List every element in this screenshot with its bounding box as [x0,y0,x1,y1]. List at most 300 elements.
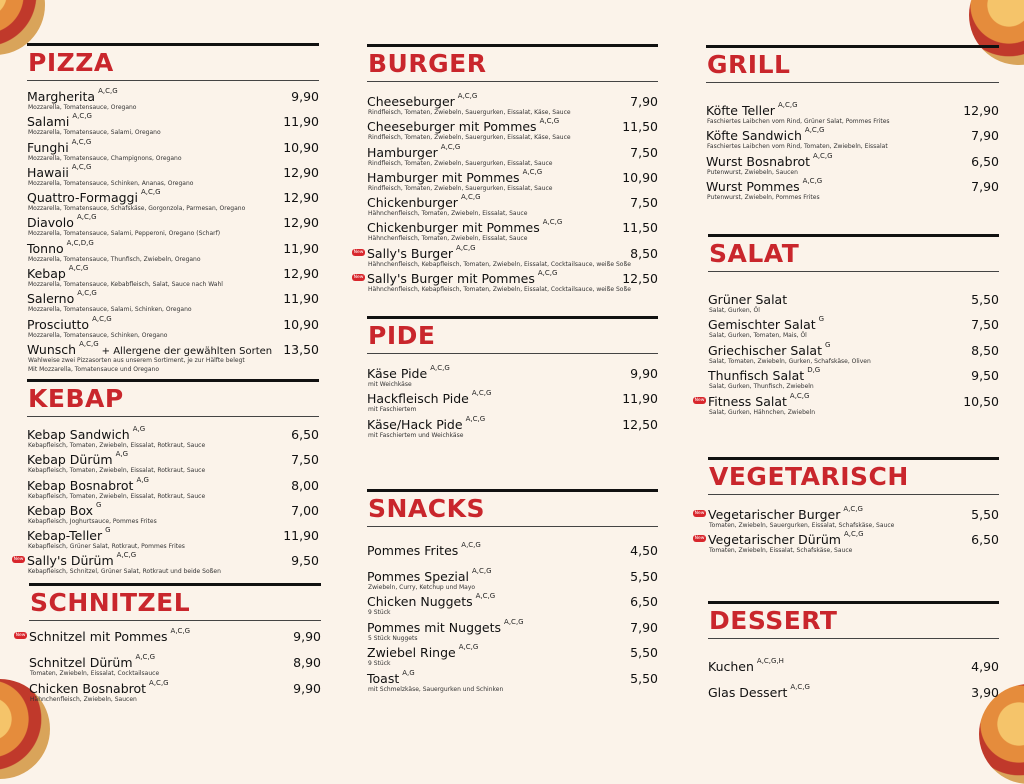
item-name [367,594,495,609]
menu-item [708,683,999,709]
item-price: 11,90 [283,240,319,256]
menu-item [27,239,319,264]
item-name-text: Diavolo [27,215,74,231]
item-name-text: Toast [367,670,400,686]
item-price: 10,90 [622,169,658,185]
section-vegetarisch [694,457,999,556]
item-name-text: Kuchen [708,659,754,674]
item-price: 6,50 [971,153,999,169]
menu-item [27,501,319,526]
item-price: 12,90 [283,190,319,206]
section-dessert [708,601,999,709]
item-name [367,645,478,660]
allergen-codes: A,C,G [68,264,89,273]
allergen-codes: A,C,G [456,243,476,252]
allergen-codes: A,C,G [76,213,97,222]
section-header [706,45,999,83]
item-name-text: Köfte Sandwich [706,128,802,144]
item-price: 12,50 [622,271,658,287]
allergen-codes: A,C,G [77,289,97,298]
item-price: 7,90 [971,128,999,144]
section-header [27,43,319,81]
menu-item [367,218,658,243]
section-header [708,457,999,495]
item-name-text: Kebap Box [27,502,94,518]
allergen-codes: A,C,G [802,176,823,185]
section-title: GRILL [707,50,791,79]
menu-item [706,152,999,177]
menu-item [367,669,658,695]
item-description: Mozzarella, Tomatensauce, Oregano [28,104,137,111]
item-name [27,266,88,281]
section-pide [367,316,658,440]
menu-item [367,193,658,218]
item-description: Mozzarella, Tomatensauce, Salami, Oregano [28,129,161,137]
item-price: 5,50 [630,670,658,686]
item-name [27,162,92,180]
item-description: Putenwurst, Zwiebeln, Pommes Frites [707,193,820,201]
item-description: 9 Stück [368,660,391,668]
item-name [706,128,824,143]
item-description: Mozzarella, Tomatensauce, Salami, Pepperoni, Oregano (Scharf) [28,230,221,238]
allergen-codes: G [818,315,825,324]
item-description: Hähnchenfleisch, Zwiebeln, Saucen [30,696,137,703]
item-description: Tomaten, Zwiebeln, Eissalat, Schafskäse, Sauce [709,547,853,555]
item-price: 11,50 [622,220,658,236]
item-name-text: Wurst Pommes [706,178,800,194]
item-price: 7,90 [630,94,658,109]
item-name [708,532,864,547]
menu-item [367,364,658,389]
item-price: 12,90 [283,215,319,231]
item-name [27,215,97,230]
item-name-text: Sally's Burger [367,245,454,261]
allergen-codes: A,C,G [430,364,450,372]
item-price: 7,00 [291,502,319,518]
menu-item [367,643,658,669]
menu-item [13,551,319,576]
section-header [708,601,999,639]
item-name-text: Pommes Frites [367,543,459,558]
menu-item [29,679,321,705]
item-name-text: Hamburger mit Pommes [367,169,520,185]
section-grill [706,45,999,202]
section-kebap [13,379,319,577]
item-name [27,137,92,155]
section-title: SALAT [709,239,800,268]
new-badge: New [694,511,705,516]
item-name [29,681,169,696]
item-price: 5,50 [630,568,658,584]
item-price: 11,90 [283,528,319,544]
allergen-codes: A,C,G,H [756,657,784,665]
item-description: mit Weichkäse [368,381,412,388]
section-title: BURGER [368,49,487,78]
allergen-codes: A,C,G [440,142,461,151]
allergen-codes: A,G [132,425,146,433]
item-name [708,507,863,522]
menu-item [367,618,658,644]
allergen-codes: A,C,G [804,126,825,135]
section-header [367,316,658,354]
item-name [27,528,111,543]
item-price: 7,90 [630,619,658,635]
menu-item [367,168,658,193]
item-description: Putenwurst, Zwiebeln, Saucen [707,168,798,176]
item-description: Mozzarella, Tomatensauce, Kebabfleisch, Salat, Sauce nach Wahl [28,281,223,289]
menu-item [708,315,999,340]
item-description: Mozzarella, Tomatensauce, Schafskäse, Gorgonzola, Parmesan, Oregano [28,205,246,213]
item-name-text: Glas Dessert [708,685,788,700]
menu-item [15,627,321,653]
menu-list [708,657,999,709]
menu-item [706,101,999,126]
section-header [29,583,321,621]
new-badge: New [13,557,24,563]
allergen-codes: A,C,G [472,566,492,575]
allergen-codes: A,C,G [813,151,833,160]
item-description: Tomaten, Zwiebeln, Sauergurken, Eissalat, Schafskäse, Sauce [709,522,895,529]
item-price: 8,90 [293,655,321,670]
allergen-codes: A,C,G [475,592,496,601]
allergen-codes: A,C,G [135,653,156,661]
item-name-text: Sally's Dürüm [27,553,114,569]
allergen-codes: A,C,G [777,101,798,109]
item-name-text: Pommes Spezial [367,568,469,584]
item-price: 6,50 [971,532,999,548]
item-price: 7,90 [971,178,999,194]
item-name-text: Thunfisch Salat [708,368,805,384]
menu-item [708,366,999,391]
item-price: 9,90 [293,629,321,644]
item-description: mit Faschiertem und Weichkäse [368,431,464,439]
new-badge: New [694,397,705,403]
item-name [367,543,481,558]
item-description: Mozzarella, Tomatensauce, Schinken, Oregano [28,331,168,339]
menu-item [27,87,319,112]
item-name [706,103,798,118]
allergen-codes: A,C,G [539,117,560,126]
item-description: Rindfleisch, Tomaten, Zwiebeln, Sauergurken, Eissalat, Käse, Sauce [368,109,571,116]
item-description: Zwiebeln, Curry, Ketchup und Mayo [368,583,476,591]
allergen-codes: A,C,G [465,414,486,423]
item-price: 12,90 [283,266,319,282]
new-badge: New [353,275,364,281]
allergen-codes: A,C,G [72,112,92,121]
item-name-text: Zwiebel Ringe [367,645,456,661]
menu-list [13,425,319,577]
item-description: Kebapfleisch, Joghurtsauce, Pommes Frites [28,517,157,525]
item-description: Rindfleisch, Tomaten, Zwiebeln, Sauergurken, Eissalat, Sauce [368,159,553,167]
section-title: SNACKS [368,494,486,523]
item-price: 6,50 [630,594,658,610]
item-description: Faschiertes Laibchen vom Rind, Grüner Salat, Pommes Frites [707,118,890,125]
item-price: 9,50 [971,368,999,384]
item-description: Hähnchenfleisch, Kebapfleisch, Tomaten, Zwiebeln, Eissalat, Cocktailsauce, weiße Soße [368,260,631,268]
item-name [27,500,102,518]
menu-item [367,389,658,414]
item-description: Rindfleisch, Tomaten, Zwiebeln, Sauergurken, Eissalat, Sauce [368,184,553,192]
item-name [708,292,787,307]
item-name-text: Quattro-Formaggi [27,190,138,206]
allergen-codes: A,C,G [140,188,161,197]
menu-item [353,243,658,269]
item-description: Kebapfleisch, Grüner Salat, Rotkraut, Pommes Frites [28,543,185,551]
item-description: Kebapfleisch, Tomaten, Zwiebeln, Eissalat, Rotkraut, Sauce [28,442,206,449]
allergen-codes: A,G [136,475,149,484]
item-name-text: Cheeseburger [367,94,455,109]
allergen-codes: A,C,G [790,683,810,691]
item-description: mit Schmelzkäse, Sauergurken und Schinken [368,685,504,693]
item-description: Salat, Tomaten, Zwiebeln, Gurken, Schafskäse, Oliven [709,357,871,365]
item-description: 9 Stück [368,609,391,617]
item-name-text: Vegetarischer Dürüm [708,532,841,548]
item-name-text: Köfte Teller [706,103,775,118]
item-name [27,190,161,205]
menu-list [367,364,658,440]
allergen-codes: A,C,G [504,617,524,626]
item-name [27,452,128,467]
item-name-text: Chickenburger [367,195,458,211]
allergen-codes: A,C,G [537,269,558,278]
item-description: Tomaten, Zwiebeln, Eissalat, Cocktailsauce [30,670,160,677]
item-price: 5,50 [630,645,658,661]
allergen-codes: A,C,G [522,167,543,176]
item-description: Faschiertes Laibchen vom Rind, Tomaten, Zwiebeln, Eissalat [707,143,888,151]
item-name-text: Tonno [27,240,64,256]
item-name [367,220,562,235]
item-name [367,94,477,109]
item-name-text: Kebap Dürüm [27,452,113,468]
item-name [367,119,559,134]
item-name [27,291,97,306]
item-name [367,668,415,686]
item-price: 4,90 [971,659,999,674]
item-name [29,655,155,670]
allergen-codes: A,C,G [149,679,169,687]
item-name-text: Wunsch [27,341,77,357]
item-description: Salat, Gurken, Hähnchen, Zwiebeln [709,408,816,416]
menu-item [27,264,319,289]
allergen-codes: A,C,G [542,218,563,227]
item-name-text: Vegetarischer Burger [708,507,841,522]
item-name-text: Kebap-Teller [27,528,103,544]
allergen-codes: A,C,G [98,87,118,95]
item-name [367,414,486,432]
menu-item [27,289,319,314]
menu-item [27,476,319,501]
item-name-text: Grüner Salat [708,292,788,307]
item-price: 10,50 [963,393,999,409]
allergen-codes: G [96,500,102,509]
section-pizza [27,43,319,375]
item-name [367,617,524,635]
item-description: Hähnchenfleisch, Kebapfleisch, Tomaten, Zwiebeln, Eissalat, Cocktailsauce, weiße Soße [368,286,631,294]
item-description-line-2: Mit Mozzarella, Tomatensauce und Oregano [28,365,159,373]
allergen-codes: A,C,G [458,643,479,652]
item-price: 13,50 [283,341,319,357]
item-name-text: Chicken Nuggets [367,594,473,610]
item-description: Mozzarella, Tomatensauce, Salami, Schinken, Oregano [28,306,192,314]
item-name [27,114,92,129]
item-price: 8,50 [971,342,999,358]
item-price: 11,90 [283,114,319,130]
section-title: VEGETARISCH [709,462,909,491]
allergen-note: + Allergene der gewählten Sorten [101,345,273,357]
item-name [27,553,136,568]
item-name-text: Hawaii [27,164,69,180]
item-price: 10,90 [283,139,319,155]
menu-list [694,290,999,417]
allergen-codes: A,C,G [92,314,112,323]
menu-item [708,657,999,683]
item-name [27,89,118,104]
item-name [27,314,112,332]
section-snacks [367,489,658,695]
item-price: 9,90 [293,681,321,696]
menu-item [708,290,999,315]
item-name [708,317,824,332]
item-price: 7,50 [291,452,319,468]
menu-item [27,188,319,213]
item-name-text: Kebap [27,266,66,282]
menu-list [367,541,658,695]
allergen-codes: A,C,G [843,530,864,539]
item-name [367,566,492,584]
menu-list [694,505,999,556]
item-price: 12,50 [622,416,658,432]
menu-list [15,627,321,705]
item-name-text: Fitness Salat [708,393,787,409]
section-title: SCHNITZEL [30,588,191,617]
menu-item [27,340,319,375]
item-name [27,339,273,357]
menu-item [694,530,999,555]
item-description: 5 Stück Nuggets [368,634,418,642]
item-name [367,167,543,185]
section-header [367,44,658,82]
section-title: DESSERT [709,606,838,635]
allergen-codes: A,C,G [170,627,191,635]
item-name [367,142,461,160]
menu-item [706,126,999,151]
item-name-text: Hamburger [367,144,438,160]
menu-item [27,315,319,340]
menu-item [367,92,658,117]
item-description: Salat, Gurken, Thunfisch, Zwiebeln [709,383,814,391]
item-description: Salat, Gurken, Tomaten, Mais, Öl [709,332,807,340]
item-price: 11,90 [622,391,658,407]
section-burger [353,44,658,294]
allergen-codes: A,C,G [471,389,492,398]
item-name [29,629,190,644]
item-name-text: Prosciutto [27,316,90,332]
item-name [708,368,820,383]
item-price: 6,50 [291,427,319,442]
allergen-codes: A,C,G [71,137,92,146]
allergen-codes: A,C,G [789,391,810,400]
item-price: 8,50 [630,245,658,261]
item-description: Salat, Gurken, Öl [709,307,760,314]
item-name [367,391,491,406]
item-price: 7,50 [630,144,658,160]
section-title: PIZZA [28,48,114,77]
menu-item [353,269,658,294]
menu-item [27,163,319,188]
menu-item [27,213,319,238]
item-price: 8,00 [291,477,319,493]
item-description: Kebapfleisch, Tomaten, Zwiebeln, Eissalat, Rotkraut, Sauce [28,467,206,475]
section-schnitzel [15,583,321,705]
allergen-codes: A,C,G [116,551,137,560]
item-name-text: Funghi [27,139,69,155]
item-price: 9,90 [630,366,658,381]
item-price: 12,90 [283,164,319,180]
allergen-codes: A,C,G [460,193,481,202]
item-description: Rindfleisch, Tomaten, Zwiebeln, Sauergurken, Eissalat, Käse, Sauce [368,134,571,142]
menu-item [367,541,658,567]
menu-item [694,391,999,417]
item-name [706,176,823,194]
allergen-codes: A,G [402,668,415,677]
item-name-text: Pommes mit Nuggets [367,619,502,635]
allergen-codes: A,C,G [457,92,478,100]
item-description: Hähnchenfleisch, Tomaten, Zwiebeln, Eissalat, Sauce [368,235,528,243]
item-name [367,366,450,381]
section-title: KEBAP [28,384,124,413]
menu-item [367,592,658,618]
menu-item [27,138,319,163]
item-price: 4,50 [630,543,658,558]
item-name-text: Cheeseburger mit Pommes [367,119,537,135]
item-price: 5,50 [971,292,999,307]
item-description: Mozzarella, Tomatensauce, Thunfisch, Zwiebeln, Oregano [28,255,201,263]
item-name-text: Hackfleisch Pide [367,391,469,407]
menu-list [706,101,999,202]
item-name-text: Chickenburger mit Pommes [367,220,540,236]
item-price: 10,90 [283,316,319,332]
menu-item [367,415,658,440]
allergen-codes: A,C,G [71,162,92,171]
item-name [27,238,94,256]
item-name [367,243,476,261]
allergen-codes: A,C,G [461,541,481,549]
item-name-text: Käse Pide [367,366,428,381]
menu-list [27,87,319,375]
allergen-codes: A,G [115,450,129,459]
allergen-codes: A,C,G [79,339,99,348]
section-header [708,234,999,272]
menu-item [706,177,999,202]
section-header [367,489,658,527]
menu-item [367,143,658,168]
section-salat [694,234,999,417]
menu-item [27,526,319,551]
new-badge: New [694,536,705,542]
item-price: 11,90 [283,291,319,307]
allergen-codes: A,C,G [843,505,863,513]
menu-item [367,117,658,142]
item-name [708,340,831,358]
item-price: 11,50 [622,119,658,135]
item-name-text: Gemischter Salat [708,317,816,333]
menu-item [29,653,321,679]
menu-item [27,112,319,137]
item-description: Kebapfleisch, Tomaten, Zwiebeln, Eissalat, Rotkraut, Sauce [28,492,206,500]
item-description: Hähnchenfleisch, Tomaten, Zwiebeln, Eissalat, Sauce [368,210,528,218]
item-name-text: Margherita [27,89,96,104]
section-header [27,379,319,417]
